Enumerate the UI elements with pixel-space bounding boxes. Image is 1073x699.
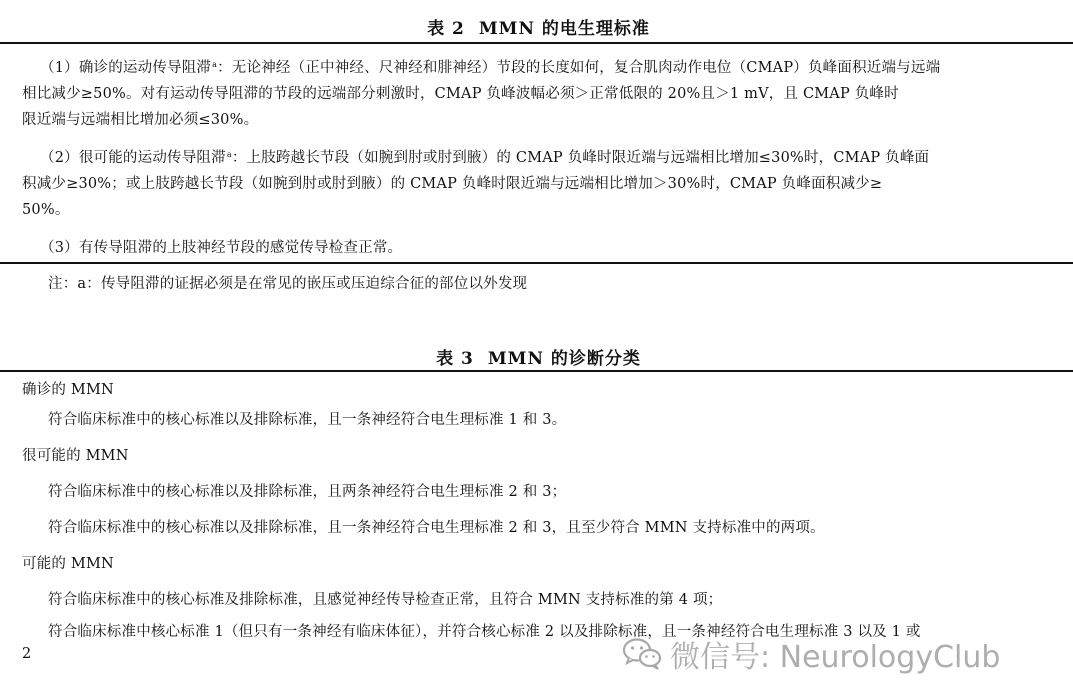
- item2-text: ：上肢跨越长节段（如腕到肘或肘到腋）的 CMAP 负峰时限近端与远端相比增加≤30%时，CMAP 负峰面: [231, 150, 930, 166]
- item2-heading: （2）很可能的运动传导阻滞: [40, 150, 226, 166]
- table2-item3: （3）有传导阻滞的上肢神经节段的感觉传导检查正常。: [40, 240, 403, 256]
- table2-item2-line3: 50%。: [22, 202, 70, 218]
- section-probable-item1: 符合临床标准中的核心标准以及排除标准，且两条神经符合电生理标准 2 和 3；: [48, 484, 567, 500]
- table2-top-rule: [0, 42, 1073, 44]
- footnote-marker: a: [226, 150, 232, 159]
- item1-text: ：无论神经（正中神经、尺神经和腓神经）节段的长度如何，复合肌肉动作电位（CMAP）负峰面积近端与远端: [217, 60, 941, 76]
- table3-label: 表 3: [436, 349, 474, 369]
- section-probable-item2: 符合临床标准中的核心标准以及排除标准，且一条神经符合电生理标准 2 和 3，且至少符合 MMN 支持标准中的两项。: [48, 520, 825, 536]
- table3-title-text: MMN 的诊断分类: [487, 349, 641, 369]
- table2-item2-line2: 积减少≥30%；或上肢跨越长节段（如腕到肘或肘到腋）的 CMAP 负峰时限近端与远端相比增加＞30%时，CMAP 负峰面积减少≥: [22, 176, 883, 192]
- section-possible-heading: 可能的 MMN: [22, 556, 114, 572]
- table2-item1-line2: 相比减少≥50%。对有运动传导阻滞的节段的远端部分刺激时，CMAP 负峰波幅必须＞正常低限的 20%且＞1 mV，且 CMAP 负峰时: [22, 86, 899, 102]
- section-possible-item2: 符合临床标准中核心标准 1（但只有一条神经有临床体征），并符合核心标准 2 以及排除标准，且一条神经符合电生理标准 3 以及 1 或: [48, 624, 921, 640]
- table2-item2-line1: [40, 146, 929, 167]
- item1-heading: （1）确诊的运动传导阻滞: [40, 60, 212, 76]
- table2-item1-line3: 限近端与远端相比增加必须≤30%。: [22, 112, 259, 128]
- table2-note: 注：a：传导阻滞的证据必须是在常见的嵌压或压迫综合征的部位以外发现: [48, 276, 528, 292]
- wechat-icon: [622, 637, 662, 671]
- section-possible-item1: 符合临床标准中的核心标准及排除标准，且感觉神经传导检查正常，且符合 MMN 支持标准的第 4 项；: [48, 592, 723, 608]
- table2-title: [0, 14, 1073, 39]
- table3-top-rule: [0, 370, 1073, 372]
- watermark-text: 微信号: NeurologyClub: [670, 640, 1001, 675]
- footnote-marker: a: [212, 60, 218, 69]
- table2-bottom-rule: [0, 262, 1073, 264]
- table2-label: 表 2: [427, 19, 465, 39]
- section-probable-heading: 很可能的 MMN: [22, 448, 129, 464]
- watermark: [622, 634, 1000, 674]
- table2-item1-line1: [40, 56, 940, 77]
- section-confirmed-item1: 符合临床标准中的核心标准以及排除标准，且一条神经符合电生理标准 1 和 3。: [48, 412, 567, 428]
- section-confirmed-heading: 确诊的 MMN: [22, 382, 114, 398]
- table3-title: [0, 344, 1073, 369]
- section-possible-continuation: 2: [22, 646, 32, 662]
- table2-title-text: MMN 的电生理标准: [478, 19, 650, 39]
